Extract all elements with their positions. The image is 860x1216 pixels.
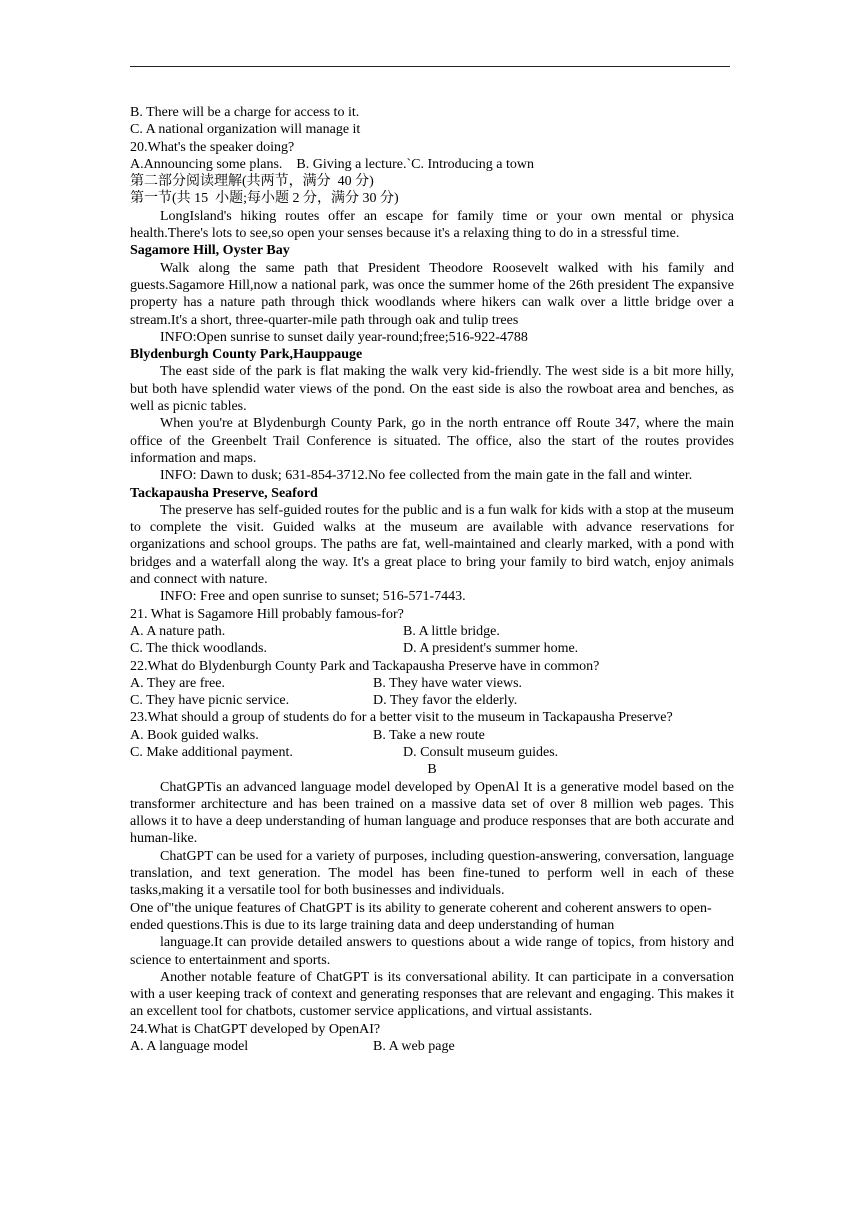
q21-option-d: D. A president's summer home. — [403, 641, 579, 657]
q21-options-row-1 — [130, 623, 734, 640]
q23-option-a: A. Book guided walks. — [130, 727, 259, 743]
q22-options-row-2 — [130, 692, 734, 709]
passage-b-paragraph-2: ChatGPT can be used for a variety of purposes, including question-answering, conversation, language translation, and text generation. The model has been fine-tuned to perform well in each of these tasks,making it a versatile tool for both businesses and individuals. — [130, 848, 734, 899]
blydenburgh-paragraph-2: When you're at Blydenburgh County Park, go in the north entrance off Route 347, where the main office of the Greenbelt Trail Conference is situated. The office, also the start of the routes provides information and maps. — [130, 416, 734, 466]
q23-option-d: D. Consult museum guides. — [403, 744, 559, 760]
blydenburgh-heading: Blydenburgh County Park,Hauppauge — [130, 347, 363, 363]
sagamore-info: INFO:Open sunrise to sunset daily year-round;free;516-922-4788 — [160, 329, 528, 345]
q23-stem: 23.What should a group of students do for a better visit to the museum in Tackapausha Preserve? — [130, 710, 673, 726]
sagamore-heading: Sagamore Hill, Oyster Bay — [130, 243, 290, 259]
q22-option-c: C. They have picnic service. — [130, 693, 290, 709]
passage-a-intro: LongIsland's hiking routes offer an escape for family time or your own mental or physica health.There's lots to see,so open your senses because it's a relaxing thing to do in a stressful time. — [130, 208, 734, 242]
q24-option-a: A. A language model — [130, 1039, 249, 1055]
q19-option-c: C. A national organization will manage it — [130, 122, 361, 138]
q22-option-a: A. They are free. — [130, 675, 225, 691]
q22-options-row-1 — [130, 675, 734, 692]
tackapausha-info: INFO: Free and open sunrise to sunset; 516-571-7443. — [160, 589, 466, 605]
passage-b-paragraph-3-continued: language.It can provide detailed answers to questions about a wide range of topics, from history and science to entertainment and sports. — [130, 935, 734, 968]
section-one-heading: 第一节(共 15 小题;每小题 2 分，满分 30 分) — [130, 191, 399, 207]
header-rule — [130, 66, 730, 67]
q22-option-b: B. They have water views. — [373, 675, 523, 691]
passage-b-paragraph-1: ChatGPTis an advanced language model developed by OpenAl It is a generative model based on the transformer architecture and has been trained on a massive data set of over 8 million web pages. This allows it to have a deep understanding of human language and produce responses that are both accurate and human-like. — [130, 779, 734, 847]
q21-stem: 21. What is Sagamore Hill probably famous-for? — [130, 606, 404, 622]
q24-options-row-1 — [130, 1038, 734, 1055]
q23-options-row-2 — [130, 744, 734, 761]
q23-option-b: B. Take a new route — [373, 727, 485, 743]
q21-option-c: C. The thick woodlands. — [130, 641, 268, 657]
passage-b-label: B — [427, 762, 437, 778]
q23-option-c: C. Make additional payment. — [130, 744, 293, 760]
part-two-heading: 第二部分阅读理解(共两节，满分 40 分) — [130, 174, 374, 190]
q20-stem: 20.What's the speaker doing? — [130, 139, 295, 155]
q21-option-a: A. A nature path. — [130, 623, 226, 639]
q24-option-b: B. A web page — [373, 1039, 455, 1055]
q20-options: A.Announcing some plans. B. Giving a lecture.`C. Introducing a town — [130, 156, 534, 172]
blydenburgh-info: INFO: Dawn to dusk; 631-854-3712.No fee collected from the main gate in the fall and winter. — [160, 468, 693, 484]
q22-stem: 22.What do Blydenburgh County Park and Tackapausha Preserve have in common? — [130, 658, 600, 674]
passage-b-paragraph-3: One of"the unique features of ChatGPT is its ability to generate coherent and coherent answers to open-ended questions.This is due to its large training data and deep understanding of human — [130, 900, 712, 933]
document-page — [130, 104, 734, 1055]
q23-options-row-1 — [130, 727, 734, 744]
blydenburgh-paragraph-1: The east side of the park is flat making the walk very kid-friendly. The west side is a bit more hilly, but both have splendid water views of the pond. On the east side is also the rowboat area and benches, as well as picnic tables. — [130, 364, 734, 415]
passage-b-paragraph-4: Another notable feature of ChatGPT is its conversational ability. It can participate in a conversation with a user keeping track of context and generating responses that are relevant and engaging. This makes it an excellent tool for chatbots, customer service applications, and virtual assistants. — [130, 969, 734, 1020]
tackapausha-heading: Tackapausha Preserve, Seaford — [130, 485, 318, 501]
q21-option-b: B. A little bridge. — [403, 623, 500, 639]
sagamore-paragraph: Walk along the same path that President Theodore Roosevelt walked with his family and guests.Sagamore Hill,now a national park, was once the summer home of the 26th president The expansive property has a nature path through thick woodlands where hikers can walk over a little bridge over a stream.It's a short, three-quarter-mile path through oak and tulip trees — [130, 260, 734, 328]
tackapausha-paragraph: The preserve has self-guided routes for the public and is a fun walk for kids with a stop at the museum to complete the visit. Guided walks at the museum are available with advance reservations for organizations and school groups. The paths are fat, well-maintained and clearly marked, with a pond with bridges and a waterfall along the way. It's a great place to bring your family to bird watch, enjoy animals and connect with nature. — [130, 502, 734, 588]
q24-stem: 24.What is ChatGPT developed by OpenAI? — [130, 1021, 381, 1037]
q21-options-row-2 — [130, 640, 734, 657]
q22-option-d: D. They favor the elderly. — [373, 693, 518, 709]
q19-option-b: B. There will be a charge for access to it. — [130, 105, 360, 120]
